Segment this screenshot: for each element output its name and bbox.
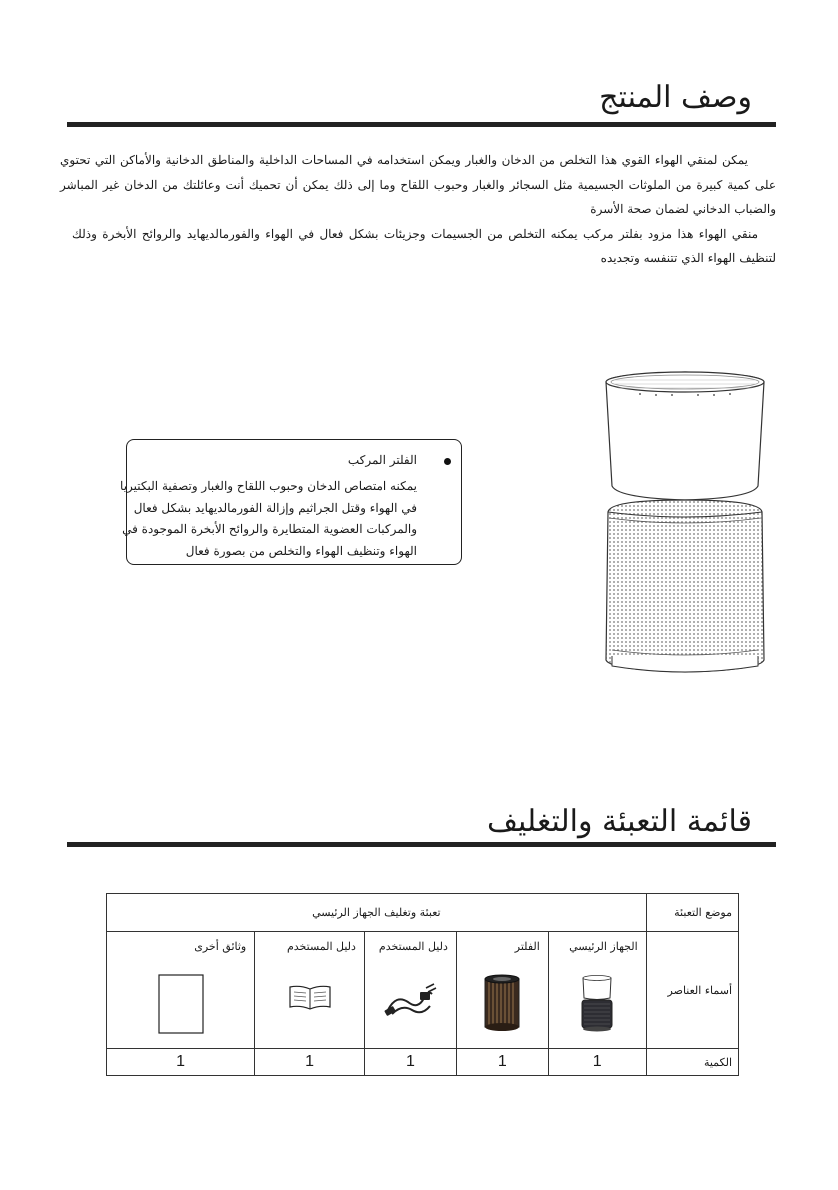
item-label: الفلتر bbox=[514, 940, 540, 953]
table-row bbox=[107, 932, 739, 1049]
power-cable-icon bbox=[382, 980, 438, 1020]
quantity-value: 1 bbox=[364, 1049, 456, 1076]
title-underline bbox=[67, 122, 776, 127]
book-icon bbox=[288, 984, 332, 1010]
item-label: دليل المستخدم bbox=[378, 940, 448, 953]
table-row bbox=[107, 1049, 739, 1076]
packing-list-table bbox=[106, 893, 739, 1076]
composite-filter-callout bbox=[120, 439, 462, 565]
intro-paragraph-2: منقي الهواء هذا مزود بفلتر مركب يمكنه التخلص من الجسيمات وجزيئات بشكل فعال في الهواء والفورمالديهايد والروائح الأبخرة وذلك لتنظيف الهواء الذي تتنفسه وتجديده bbox=[72, 226, 776, 265]
table-row bbox=[107, 894, 739, 932]
quantity-value: 1 bbox=[107, 1049, 255, 1076]
packing-location-value: تعبئة وتغليف الجهاز الرئيسي bbox=[107, 894, 647, 932]
quantity-value: 1 bbox=[456, 1049, 548, 1076]
document-icon bbox=[158, 974, 204, 1034]
item-other-documents bbox=[107, 932, 255, 1049]
item-names-label: أسماء العناصر bbox=[646, 932, 738, 1049]
bullet-icon bbox=[444, 458, 451, 465]
filter-icon bbox=[482, 974, 522, 1032]
packing-location-label: موضع التعبئة bbox=[646, 894, 738, 932]
item-label: وثائق أخرى bbox=[194, 940, 247, 953]
callout-title: الفلتر المركب bbox=[347, 453, 417, 467]
air-purifier-illustration bbox=[600, 360, 770, 680]
item-label: الجهاز الرئيسي bbox=[569, 940, 638, 953]
callout-line: والمركبات العضوية المتطايرة والروائح الأبخرة الموجودة في bbox=[122, 522, 417, 536]
item-filter bbox=[456, 932, 548, 1049]
product-description-title: وصف المنتج bbox=[599, 80, 752, 115]
title-underline bbox=[67, 842, 776, 847]
quantity-label: الكمية bbox=[646, 1049, 738, 1076]
item-power-cable bbox=[364, 932, 456, 1049]
quantity-value: 1 bbox=[548, 1049, 646, 1076]
callout-line: يمكنه امتصاص الدخان وحبوب اللقاح والغبار وتصفية البكتيريا bbox=[120, 479, 417, 493]
item-user-manual bbox=[255, 932, 365, 1049]
quantity-value: 1 bbox=[255, 1049, 365, 1076]
item-main-unit bbox=[548, 932, 646, 1049]
intro-text bbox=[60, 148, 776, 271]
packing-list-title: قائمة التعبئة والتغليف bbox=[486, 804, 752, 839]
callout-line: في الهواء وقتل الجراثيم وإزالة الفورمالديهايد بشكل فعال bbox=[133, 500, 417, 515]
item-label: دليل المستخدم bbox=[286, 940, 356, 953]
callout-line: الهواء وتنظيف الهواء والتخلص من بصورة فعال bbox=[185, 543, 417, 558]
intro-paragraph-1: يمكن لمنقي الهواء القوي هذا التخلص من الدخان والغبار ويمكن استخدامه في المساحات الداخلية والمناطق الدخانية والأماكن التي تحتوي على كمية كبيرة من الملوثات الجسيمية مثل السجائر والغبار وحبوب اللقاح وما إلى ذلك يمكن أن تحميك أنت وعائلتك من الدخان غير المباشر والضباب الدخاني لضمان صحة الأسرة bbox=[60, 153, 776, 216]
purifier-icon bbox=[580, 974, 614, 1032]
